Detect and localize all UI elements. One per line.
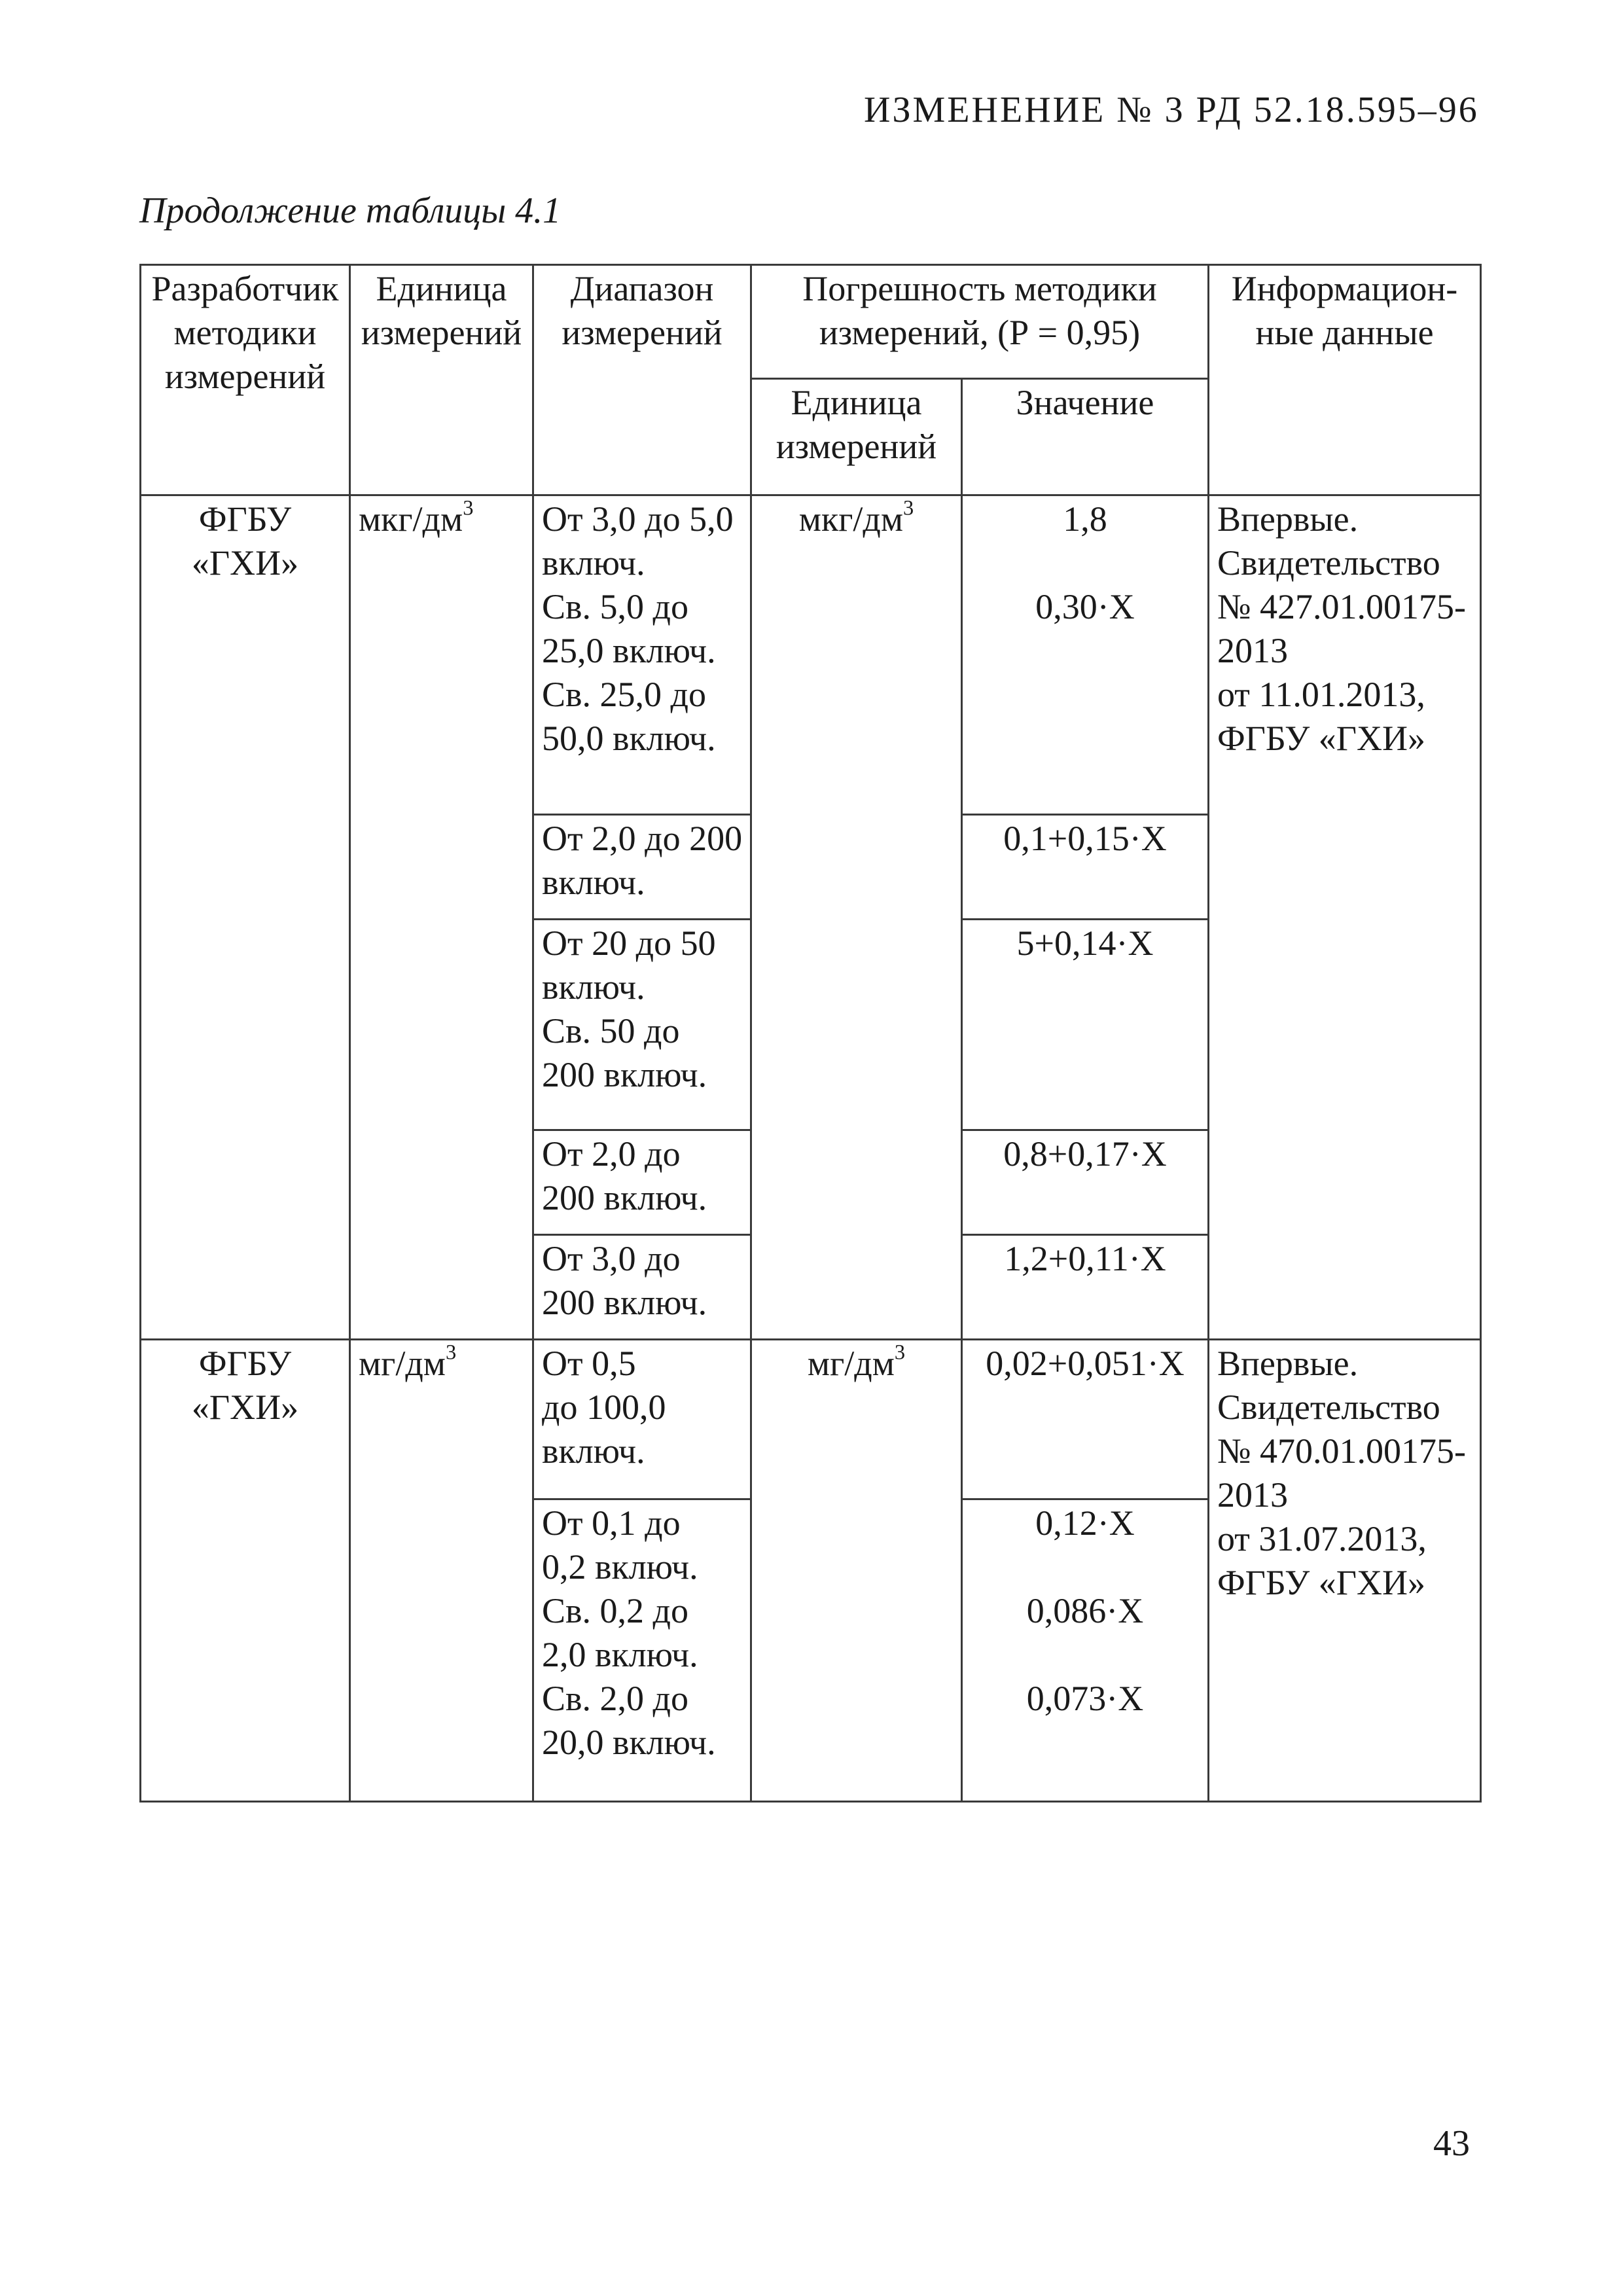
range-cell: От 2,0 до 200 включ.: [533, 1130, 751, 1235]
value-cell: 0,8+0,17·Х: [962, 1130, 1209, 1235]
header-row-1: [141, 265, 1481, 379]
measurement-table: [139, 264, 1482, 1803]
unit-cell: $мг/дм^3$: [350, 1340, 533, 1802]
header-error-value: Значение: [962, 379, 1209, 495]
developer-cell: ФГБУ «ГХИ»: [141, 495, 350, 1340]
range-cell: От 3,0 до 200 включ.: [533, 1235, 751, 1340]
error-unit-cell: мкг/$дм^3$: [751, 495, 962, 1340]
value-cell: 1,8 0,30·Х: [962, 495, 1209, 815]
header-unit: Единица измерений: [350, 265, 533, 495]
header-error: Погрешность методики измерений, (Р = 0,95): [751, 265, 1209, 379]
header-info: Информацион- ные данные: [1209, 265, 1481, 495]
error-unit-cell: $мг/дм^3$: [751, 1340, 962, 1802]
page-number: 43: [1433, 2123, 1470, 2164]
header-developer: Разработчик методики измерений: [141, 265, 350, 495]
developer-cell: ФГБУ «ГХИ»: [141, 1340, 350, 1802]
info-cell-continued: [1209, 920, 1481, 1130]
info-cell: Впервые. Свидетельство № 427.01.00175- 2013 от 11.01.2013, ФГБУ «ГХИ»: [1209, 495, 1481, 815]
info-cell-continued: [1209, 815, 1481, 920]
range-cell: От 2,0 до 200 включ.: [533, 815, 751, 920]
header-error-unit: Единица измерений: [751, 379, 962, 495]
value-cell: 1,2+0,11·Х: [962, 1235, 1209, 1340]
value-cell: 0,12·Х 0,086·Х 0,073·Х: [962, 1499, 1209, 1802]
table-caption: Продолжение таблицы 4.1: [139, 190, 562, 231]
range-cell: От 20 до 50 включ. Св. 50 до 200 включ.: [533, 920, 751, 1130]
table-row: [141, 495, 1481, 815]
range-cell: От 0,5 до 100,0 включ.: [533, 1340, 751, 1499]
value-cell: 5+0,14·Х: [962, 920, 1209, 1130]
header-range: Диапазон измерений: [533, 265, 751, 495]
info-cell: Впервые. Свидетельство № 470.01.00175- 2013 от 31.07.2013, ФГБУ «ГХИ»: [1209, 1340, 1481, 1802]
range-cell: От 0,1 до 0,2 включ. Св. 0,2 до 2,0 включ. Св. 2,0 до 20,0 включ.: [533, 1499, 751, 1802]
info-cell-continued: [1209, 1130, 1481, 1235]
info-cell-continued: [1209, 1235, 1481, 1340]
range-cell: От 3,0 до 5,0 включ. Св. 5,0 до 25,0 включ. Св. 25,0 до 50,0 включ.: [533, 495, 751, 815]
unit-cell: мкг/$дм^3$: [350, 495, 533, 1340]
table-row: [141, 1340, 1481, 1499]
value-cell: 0,02+0,051·Х: [962, 1340, 1209, 1499]
value-cell: 0,1+0,15·Х: [962, 815, 1209, 920]
document-header: ИЗМЕНЕНИЕ № 3 РД 52.18.595–96: [864, 90, 1479, 130]
